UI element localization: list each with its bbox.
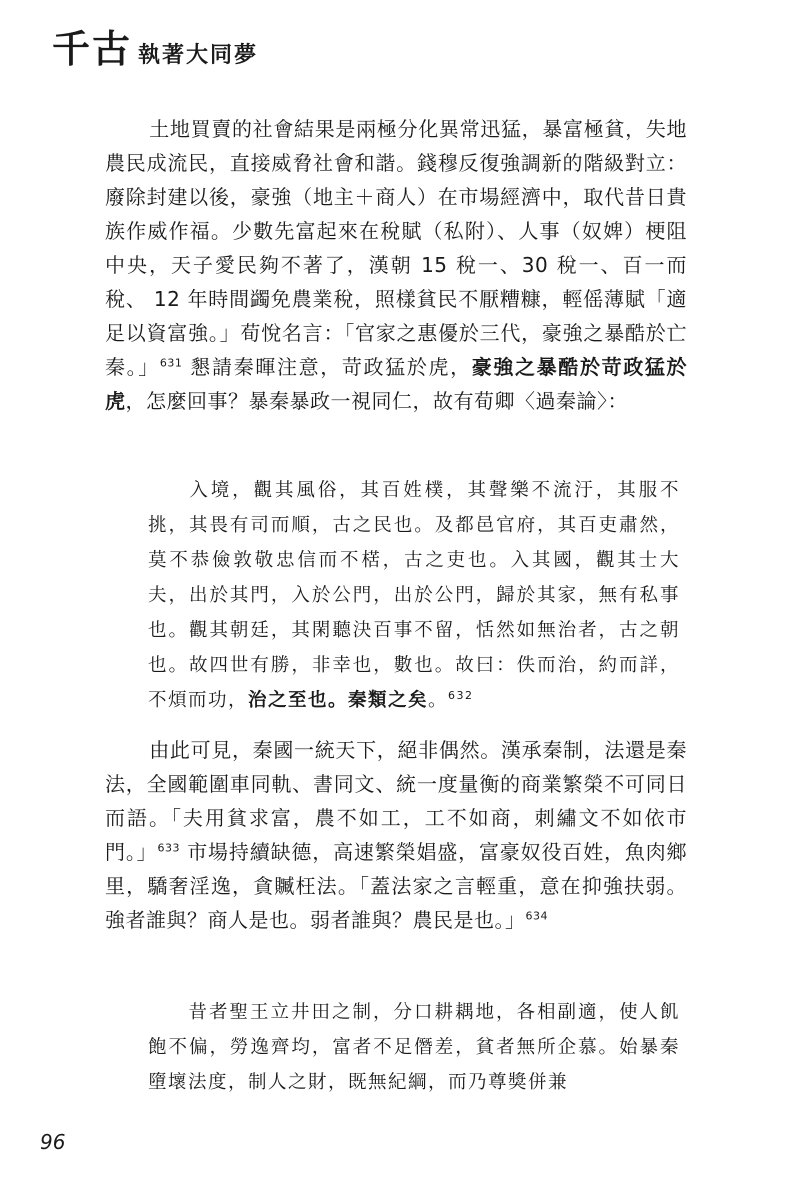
para-text: 懇請秦暉注意，苛政猛於虎， [182,355,472,379]
para-text: 市場持續缺德，高速繁榮娼盛，富豪奴役百姓，魚肉鄉里，驕奢淫逸，貪贓枉法。「蓋法家之言輕重，意在抑強扶弱。強者誰與？商人是也。弱者誰與？農民是也。」 [105,840,687,932]
para-text: ，怎麼回事？暴秦暴政一視同仁，故有荀卿〈過秦論〉： [125,389,628,413]
para-text: 土地買賣的社會結果是兩極分化異常迅猛，暴富極貧，失地農民成流民，直接威脅社會和諧。錢穆反復強調新的階級對立：廢除封建以後，豪強（地主＋商人）在市場經濟中，取代昔日貴族作威作福。少數先富起來在稅賦（私附）、人事（奴婢）梗阻中央，天子愛民夠不著了，漢朝 15 稅一、30 稅一、百一而稅、 12 年時間蠲免農業稅，照樣貧民不厭糟糠，輕傜薄賦「適足以資富強。」荀悅名言：「官家之惠優於三代，豪強之暴酷於亡秦。」 [105,117,687,379]
quote-text: 。 [428,690,449,711]
running-header [52,26,259,71]
footnote-ref: 633 [157,841,181,855]
body-paragraph-2 [105,733,687,937]
footnote-ref: 631 [159,356,183,370]
block-quote-1 [148,473,680,718]
book-title-main: 千古 [52,26,133,71]
para-text: 由此可見，秦國一統天下，絕非偶然。漢承秦制，法還是秦法，全國範圍車同軌、書同文、統一度量衡的商業繁榮不可同日而語。「夫用貧求富，農不如工，工不如商，刺繡文不如依市門。」 [105,738,687,864]
quote-bold-text: 治之至也。秦類之矣 [248,690,429,711]
quote-text: 入境，觀其風俗，其百姓樸，其聲樂不流汙，其服不挑，其畏有司而順，古之民也。及都邑官府，其百吏肅然，莫不恭儉敦敬忠信而不楛，古之吏也。入其國，觀其士大夫，出於其門，入於公門，出於公門，歸於其家，無有私事也。觀其朝廷，其閑聽決百事不留，恬然如無治者，古之朝也。故四世有勝，非幸也，數也。故曰：佚而治，約而詳，不煩而功， [148,480,680,711]
page-number: 96 [40,1130,66,1154]
footnote-ref: 634 [525,909,548,923]
block-quote-2 [148,995,680,1100]
body-paragraph-1 [105,112,687,418]
quote-text: 昔者聖王立井田之制，分口耕耦地，各相副適，使人飢飽不偏，勞逸齊均，富者不足僭差，貧者無所企慕。始暴秦墮壞法度，制人之財，既無紀綱，而乃尊獎併兼 [148,1002,680,1093]
para-bold-text: 豪強之暴酷於苛政猛於虎 [105,355,688,413]
book-title-sub: 執著大同夢 [138,42,259,68]
footnote-ref: 632 [448,688,474,702]
